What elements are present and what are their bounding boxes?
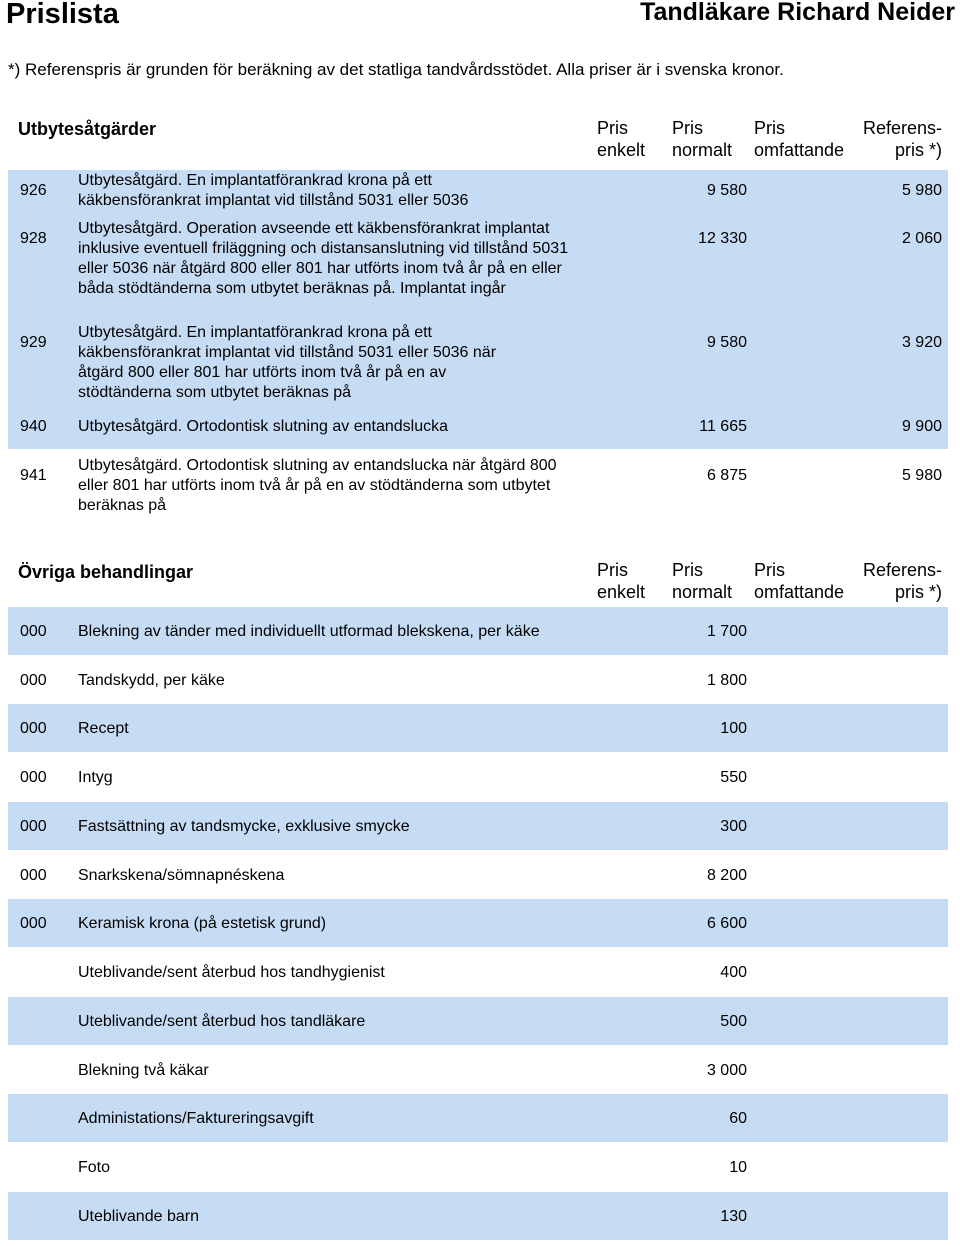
column-header-line: Pris xyxy=(754,118,785,138)
row-pris-normalt: 10 xyxy=(729,1159,747,1176)
row-code: 000 xyxy=(20,915,47,932)
row-pris-normalt: 6 600 xyxy=(706,915,747,932)
section-title-ovriga-behandlingar: Övriga behandlingar xyxy=(18,562,194,582)
row-926-desc: Utbytesåtgärd. En implantatförankrad krona på ett käkbensförankrat implantat vid tillstånd 5031 eller 5036 xyxy=(78,172,469,209)
column-header-line: Pris xyxy=(672,118,703,138)
row-929-desc: Utbytesåtgärd. En implantatförankrad krona på ett käkbensförankrat implantat vid tillstånd 5031 eller 5036 när åtgärd 800 eller 801 har utförts inom två år på en av stödtänderna som utbytet beräknas på xyxy=(78,324,497,401)
row-desc: Recept xyxy=(78,720,129,737)
row-pris-normalt: 300 xyxy=(720,818,747,835)
row-pris-normalt: 400 xyxy=(720,964,747,981)
row-928-code: 928 xyxy=(20,230,47,247)
row-926-code: 926 xyxy=(20,182,47,199)
column-header-line: omfattande xyxy=(754,582,845,602)
row-desc: Administations/Faktureringsavgift xyxy=(78,1110,314,1127)
column-header-pris-normalt xyxy=(672,117,732,161)
column-header-line: omfattande xyxy=(754,140,845,160)
row-desc: Snarkskena/sömnapnéskena xyxy=(78,867,285,884)
row-code: 000 xyxy=(20,769,47,786)
column-header-line: Pris xyxy=(754,560,785,580)
row-pris-normalt: 130 xyxy=(720,1208,747,1225)
row-pris-normalt: 1 700 xyxy=(706,623,747,640)
row-941-referenspris: 5 980 xyxy=(901,467,942,484)
reference-price-note: *) Referenspris är grunden för beräkning av det statliga tandvårdsstödet. Alla priser är i svenska kronor. xyxy=(8,60,784,79)
column-header-pris-omfattande xyxy=(754,559,844,603)
column-header-pris-omfattande xyxy=(754,117,844,161)
row-code: 000 xyxy=(20,672,47,689)
row-code: 000 xyxy=(20,720,47,737)
column-header-pris-enkelt xyxy=(597,117,645,161)
row-pris-normalt: 8 200 xyxy=(706,867,747,884)
row-928-pris-normalt: 12 330 xyxy=(698,230,747,247)
column-header-line: enkelt xyxy=(597,140,646,160)
row-929-code: 929 xyxy=(20,334,47,351)
clinic-name: Tandläkare Richard Neider xyxy=(640,0,955,26)
row-pris-normalt: 1 800 xyxy=(706,672,747,689)
column-header-line: Referens- xyxy=(862,118,942,138)
section-title-utbytesatgarder: Utbytesåtgärder xyxy=(18,119,157,139)
row-pris-normalt: 500 xyxy=(720,1013,747,1030)
row-code: 000 xyxy=(20,867,47,884)
row-desc: Blekning två käkar xyxy=(78,1062,209,1079)
row-926-pris-normalt: 9 580 xyxy=(706,182,747,199)
row-pris-normalt: 3 000 xyxy=(706,1062,747,1079)
column-header-line: Pris xyxy=(672,560,703,580)
row-code: 000 xyxy=(20,623,47,640)
row-desc: Fastsättning av tandsmycke, exklusive smycke xyxy=(78,818,410,835)
row-941-code: 941 xyxy=(20,467,47,484)
column-header-referenspris xyxy=(863,117,942,161)
row-940-desc: Utbytesåtgärd. Ortodontisk slutning av entandslucka xyxy=(78,418,448,435)
row-940-code: 940 xyxy=(20,418,47,435)
row-928-referenspris: 2 060 xyxy=(901,230,942,247)
column-header-line: normalt xyxy=(672,140,733,160)
row-940-pris-normalt: 11 665 xyxy=(699,418,747,435)
row-pris-normalt: 60 xyxy=(729,1110,747,1127)
row-desc: Keramisk krona (på estetisk grund) xyxy=(78,915,327,932)
column-header-pris-normalt xyxy=(672,559,732,603)
row-940-referenspris: 9 900 xyxy=(901,418,942,435)
column-header-pris-enkelt xyxy=(597,559,645,603)
column-header-line: pris *) xyxy=(894,582,942,602)
column-header-referenspris xyxy=(863,559,942,603)
row-desc: Uteblivande/sent återbud hos tandläkare xyxy=(78,1013,366,1030)
row-desc: Intyg xyxy=(78,769,113,786)
row-941-pris-normalt: 6 875 xyxy=(706,467,747,484)
row-desc: Tandskydd, per käke xyxy=(78,672,225,689)
row-desc: Foto xyxy=(78,1159,111,1176)
row-928-desc: Utbytesåtgärd. Operation avseende ett käkbensförankrat implantat inklusive eventuell friläggning och distansanslutning vid tillstånd 5031 eller 5036 när åtgärd 800 eller 801 har utförts inom två år på en eller båda stödtänderna som utbytet beräknas på. Implantat ingår xyxy=(78,220,569,297)
row-pris-normalt: 550 xyxy=(720,769,747,786)
column-header-line: Referens- xyxy=(862,560,942,580)
row-code: 000 xyxy=(20,818,47,835)
row-929-referenspris: 3 920 xyxy=(901,334,942,351)
column-header-line: enkelt xyxy=(597,582,646,602)
row-926-referenspris: 5 980 xyxy=(901,182,942,199)
column-header-line: Pris xyxy=(597,118,628,138)
row-desc: Uteblivande/sent återbud hos tandhygienist xyxy=(78,964,385,981)
row-pris-normalt: 100 xyxy=(720,720,747,737)
row-929-pris-normalt: 9 580 xyxy=(706,334,747,351)
column-header-line: normalt xyxy=(672,582,733,602)
page-title: Prislista xyxy=(6,0,119,30)
column-header-line: pris *) xyxy=(894,140,942,160)
row-desc: Uteblivande barn xyxy=(78,1208,199,1225)
column-header-line: Pris xyxy=(597,560,628,580)
row-941-desc: Utbytesåtgärd. Ortodontisk slutning av entandslucka när åtgärd 800 eller 801 har utförts inom två år på en av stödtänderna som utbytet beräknas på xyxy=(78,457,557,514)
row-desc: Blekning av tänder med individuellt utformad blekskena, per käke xyxy=(78,623,540,640)
